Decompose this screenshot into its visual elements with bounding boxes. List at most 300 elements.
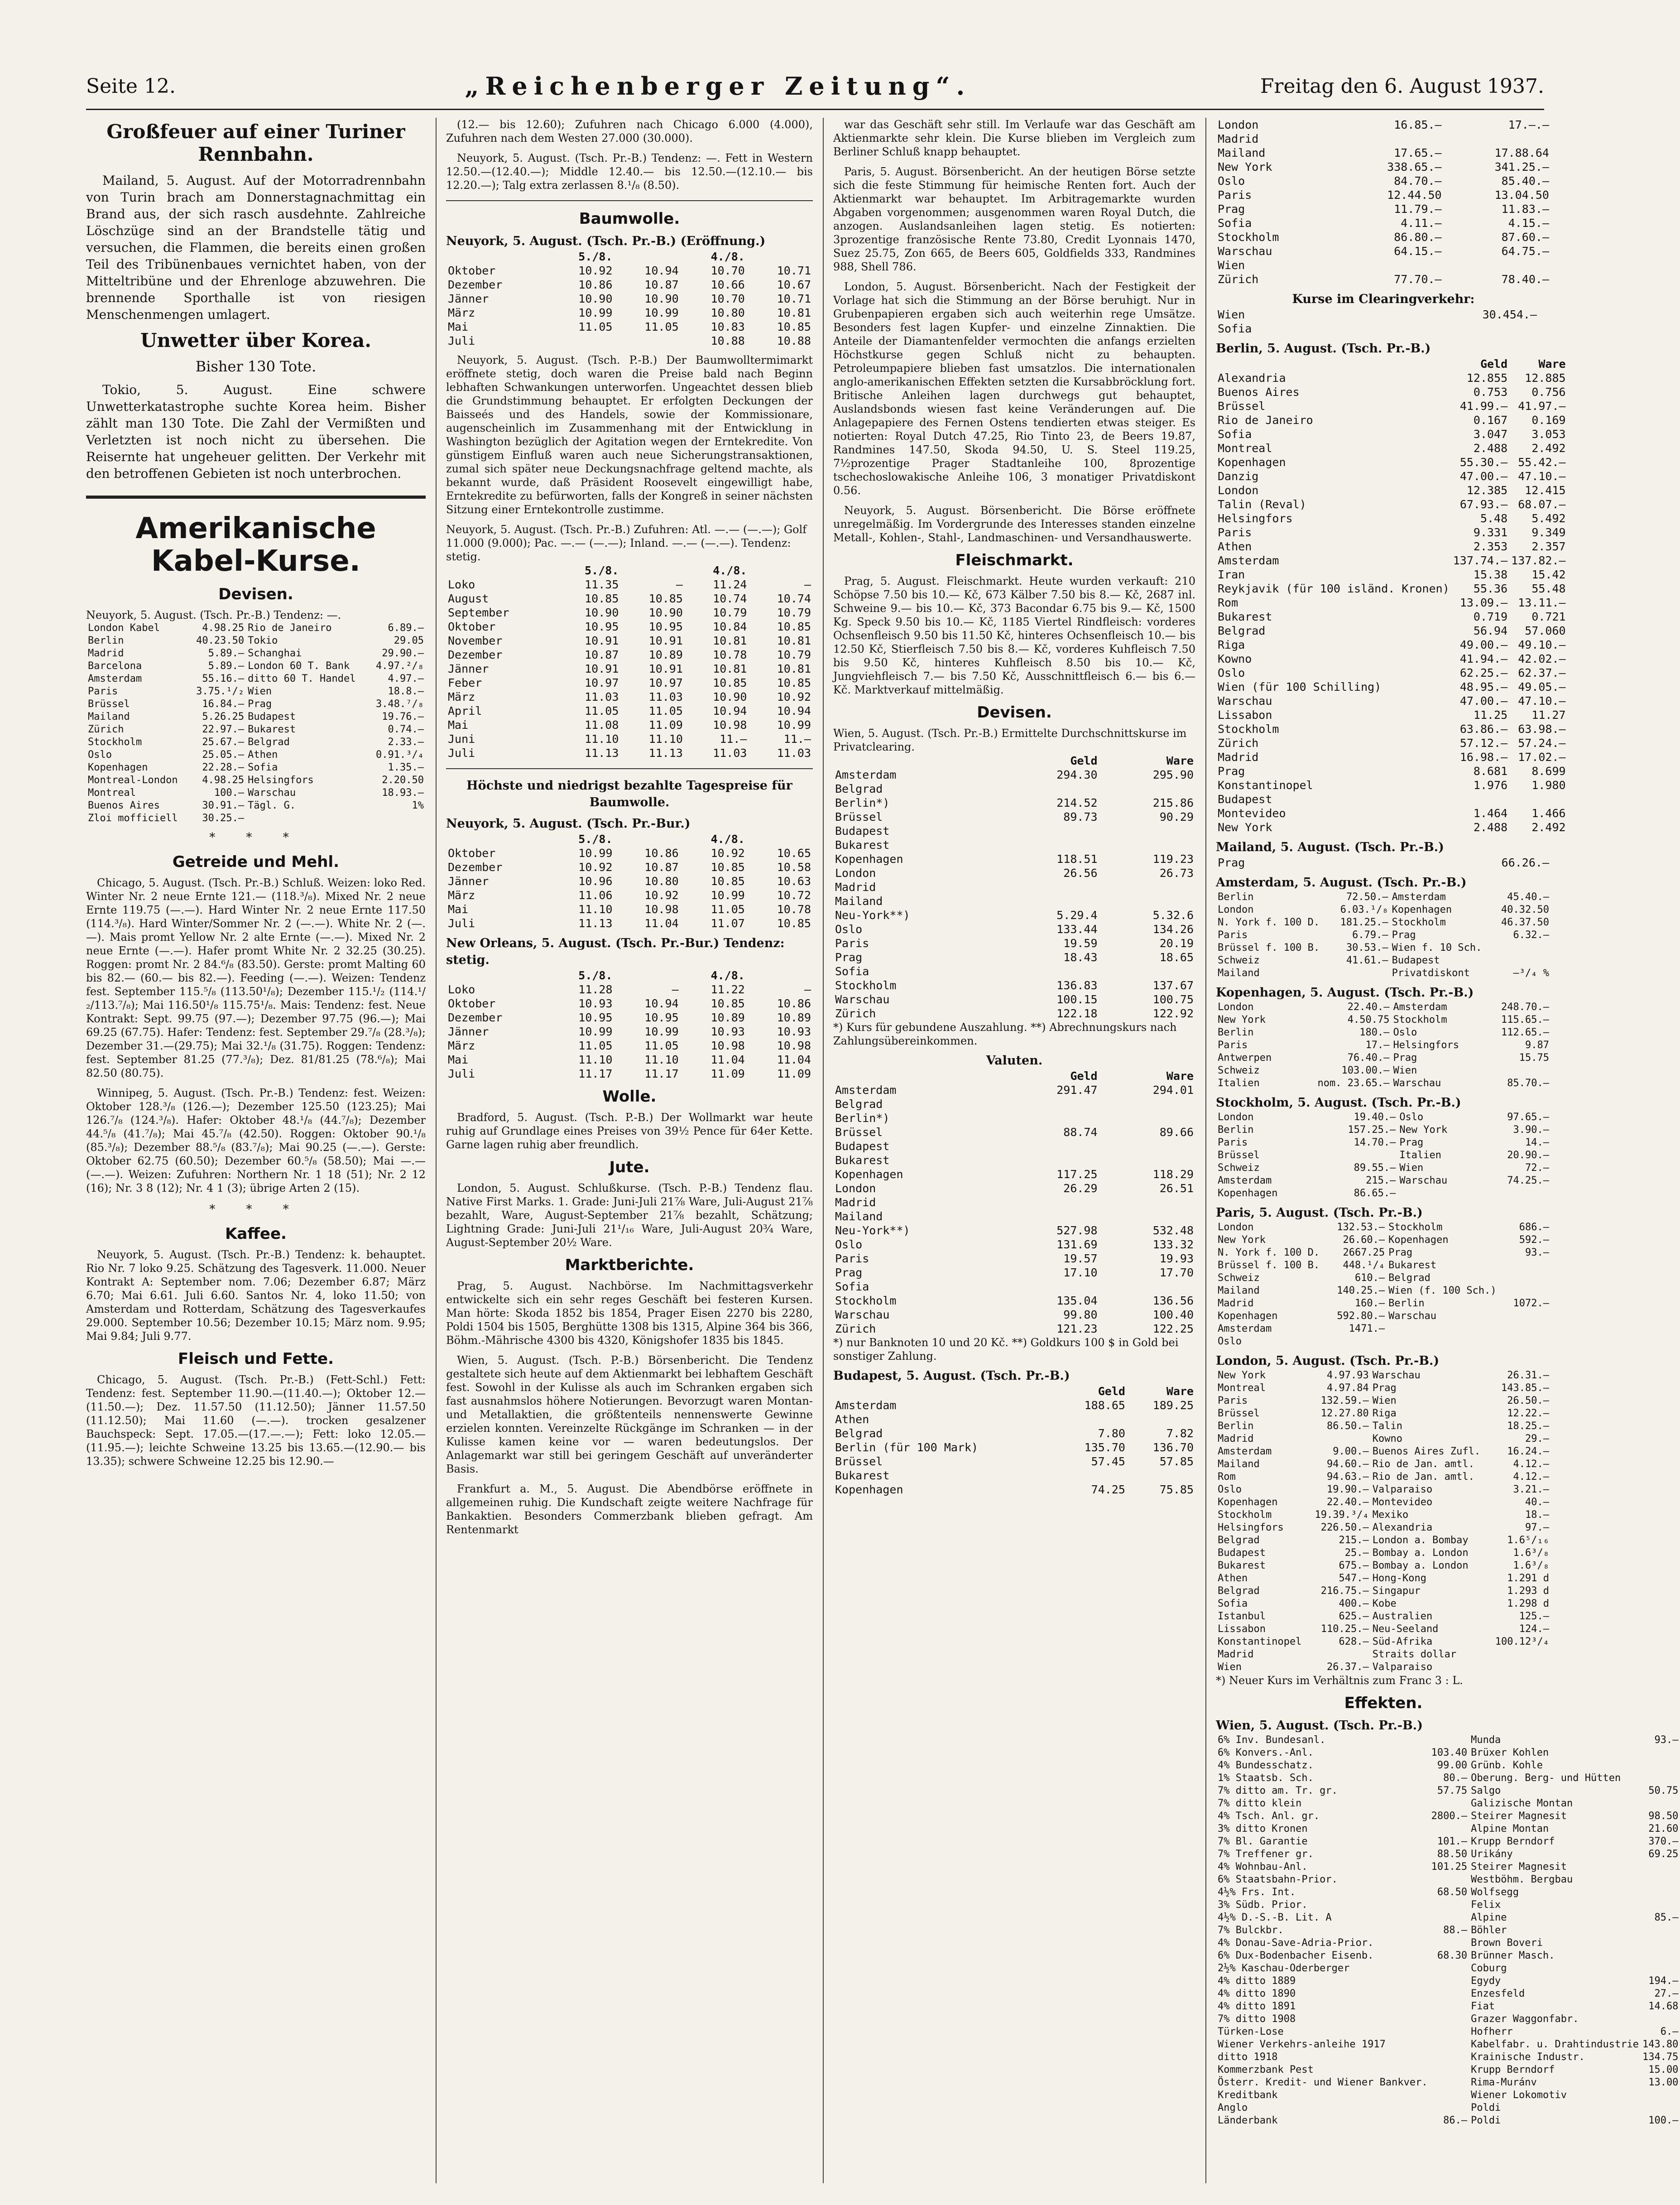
table-row [833,1139,1195,1153]
table-row [1216,708,1568,722]
row-label: Warschau [1218,694,1272,708]
column-header: 5./8. [578,969,613,982]
cell-value: 4.97.²/₈ [376,660,424,672]
row-label: Athen [1218,540,1252,553]
cell-value: 103.40 [1431,1747,1468,1758]
table-row [1216,1407,1551,1420]
row-label: Montevideo [1218,807,1286,820]
cell-value: 1072.— [1513,1298,1549,1309]
row-label: Stockholm [88,737,142,748]
table-row [446,264,813,278]
table-row [1216,385,1568,399]
kopenhagen-table [1216,1001,1551,1090]
row-label: Kowno [1372,1433,1402,1444]
cell-value: 294.01 [1152,1083,1194,1097]
table-row [1216,2038,1680,2051]
row-label: Berlin [1218,1124,1254,1136]
row-label: Madrid [88,648,124,659]
table-row [1216,1247,1551,1259]
cell-value [1309,1648,1371,1661]
cell-value: 137.67 [1152,979,1194,992]
cell-value: 55.16.— [202,673,245,684]
issue-date: Freitag den 6. August 1937. [1260,74,1544,98]
cell-value: 11.08 [585,718,619,732]
row-label: Juli [448,334,475,347]
cell-value: 1.976 [1473,779,1508,792]
row-label: Neu-York**) [835,909,910,922]
cell-value: 100.15 [1056,993,1098,1006]
row-label: Danzig [1218,470,1259,483]
cell-value [1430,1962,1469,1975]
row-label: Wien [1218,1661,1242,1673]
cell-value: 125.— [1519,1611,1549,1622]
row-label: Budapest [835,1140,890,1153]
row-label: Budapest [248,711,296,722]
table-row [86,723,426,736]
cell-value: 1.466 [1531,807,1566,820]
table-row [446,1025,813,1039]
row-label: Krainische Industr. [1471,2051,1585,2063]
cell-value: 15.75 [1519,1052,1549,1064]
column-header: Ware [1538,357,1566,371]
cell-value: 10.85 [710,861,745,874]
table-row [1216,2051,1680,2064]
cell-value: 57.060 [1525,624,1566,637]
row-label: Alexandria [1372,1522,1433,1533]
row-label: London a. Bombay [1372,1535,1469,1546]
cell-value: 74.25 [1091,1483,1125,1496]
row-label: New York [1218,1014,1266,1025]
cell-value: 2.357 [1531,540,1566,553]
table-row [1216,216,1551,230]
section-title: Amerikanische Kabel-Kurse. [135,512,376,578]
market-text: (12.— bis 12.60); Zufuhren nach Chicago 6.000 (4.000), Zufuhren nach dem Westen 27.000 (30.000). [446,118,813,144]
column-header: 5./8. [578,250,613,263]
cell-value: 1.464 [1473,807,1508,820]
row-label: London [835,867,876,880]
row-label: Lissabon [1218,1623,1266,1635]
section-divider [86,496,426,499]
table-row [1216,1937,1680,1950]
table-row [86,685,426,698]
cell: Prag [1218,856,1245,869]
column-rule [823,118,824,2183]
column-header: Ware [1166,754,1194,767]
table-row [1216,1547,1551,1560]
cell-value: 5.89.— [208,660,245,672]
cell-value: 86.50.— [1327,1420,1369,1432]
cell-value: 10.78 [713,648,747,661]
article-text: Tokio, 5. August. Eine schwere Unwetterkatastrophe suchte Korea heim. Bisher zählt man 130 Tote. Die Zahl der Vermißten und Verletzten ist noch nicht zu übersehen. Die Reisernte hat ungeheuer gelitten. Der Verkehr mit den betroffenen Gebieten ist noch unterbrochen. [86,382,426,481]
table-row [1216,1014,1551,1026]
row-label: Buenos Aires [1218,385,1300,399]
table-row [833,838,1195,852]
cell-value [1003,1111,1099,1125]
cell-value: 10.91 [648,634,683,647]
table-row [833,1426,1195,1440]
cell-value: 56.94 [1473,624,1508,637]
cell-value: 86.65.— [1354,1188,1396,1199]
footnote: *) Neuer Kurs im Verhältnis zum Franc 3 : L. [1216,1674,1463,1687]
cell-value: 11.13 [648,746,683,760]
cell-value: 15.00 [1648,2064,1679,2075]
cell-value [1494,954,1551,967]
column-header [1216,357,1451,371]
cell-value: 189.25 [1152,1399,1194,1412]
row-label: 6% Inv. Bundesanl. [1218,1734,1326,1746]
table-row [446,648,813,662]
row-label: Dezember [448,648,503,661]
table-row [1216,1988,1680,2000]
table-row [1216,1509,1551,1521]
cell-value: 124.— [1519,1623,1549,1635]
table-row [1216,610,1568,624]
column-header [833,1069,1003,1083]
table-row [1216,272,1551,286]
cell-value: 55.48 [1531,582,1566,595]
cell-value: 3.047 [1473,428,1508,441]
row-label: Prag [1399,1137,1424,1148]
table-row [1216,244,1551,258]
cell-value: 2667.25 [1343,1247,1385,1258]
cell-value: 11.03 [585,690,619,703]
row-label: Jänner [448,292,489,305]
row-label: Riga [1372,1408,1397,1419]
row-label: Brüssel [1218,1150,1260,1161]
table-row [1216,1310,1551,1323]
cell-value: 88.— [1443,1925,1468,1936]
cell-value: 10.93 [578,997,613,1010]
table-row [1216,1077,1551,1090]
row-label: Egydy [1471,1975,1501,1987]
row-label: Helsingfors [1393,1040,1459,1051]
row-label: Konstantinopel [1218,1636,1302,1647]
cell-value: 75.85 [1159,1483,1194,1496]
cell-value [369,812,426,825]
quote-title: Kurse im Clearingverkehr: [1292,292,1475,306]
cell-value: 157.25.— [1348,1124,1396,1136]
column-header [747,968,813,982]
row-label: Galizische Montan [1471,1798,1573,1809]
cell-value: 97.— [1525,1522,1549,1533]
cell-value: 10.95 [644,1011,679,1024]
cell-value: 10.99 [578,847,613,860]
row-label: Tägl. G. [248,800,296,811]
cell-value: 133.44 [1056,923,1098,936]
table-row [1216,118,1551,132]
cell-value [1003,1280,1099,1294]
row-label: Berlin [88,635,124,646]
cell-value: 77.70.— [1394,273,1442,286]
table-row [1216,1560,1551,1572]
cell-value [1494,942,1551,954]
column-header: 5./8. [578,833,613,846]
row-label: Poldi [1471,2102,1501,2114]
cell-value: 10.94 [777,704,811,717]
table-row [1216,2102,1680,2114]
row-label: Brüxer Kohlen [1471,1747,1549,1758]
cell-value: 4.97.— [388,673,424,684]
row-label: Australien [1372,1611,1433,1622]
row-label: Juni [448,732,475,746]
cell-value: 10.92 [644,889,679,902]
row-label: Türken-Lose [1218,2026,1284,2037]
table-row [833,1167,1195,1181]
cell-value: 121.23 [1056,1322,1098,1335]
cell-value: 11.17 [644,1067,679,1080]
cell-value [1430,2051,1469,2064]
cell-value: 18.— [1525,1509,1549,1521]
row-label: New York [1218,1370,1266,1381]
table-row [1216,1899,1680,1911]
cell-value: 11.09 [710,1067,745,1080]
devisen-wien-table [833,754,1195,1021]
cell-value: 12.22.— [1507,1408,1549,1419]
cell-value: 10.98 [777,1039,811,1052]
row-label [1397,1187,1479,1200]
row-label: Rio de Jan. amtl. [1372,1471,1474,1483]
row-label: Paris [1218,1137,1248,1148]
cell-value: 22.40.— [1327,1497,1369,1508]
table-row [1216,1598,1551,1610]
cell-value: 4.12.— [1513,1459,1549,1470]
row-label: Brüssel [835,1455,883,1468]
quote-header: Wien, 5. August. (Tsch. Pr.-B.) Ermittelte Durchschnittskurse im Privatclearing. [833,727,1187,753]
quote-header: Paris, 5. August. (Tsch. Pr.-B.) [1216,1206,1423,1220]
row-label: Budapest [1218,1547,1266,1559]
cell-value: 137.74.— [1453,554,1508,567]
quote-header: Neuyork, 5. August. (Tsch. Pr.-Bur.) [446,817,691,831]
column-header: Ware [1166,1069,1194,1083]
table-row [833,1454,1195,1468]
cell-value: 100.75 [1152,993,1194,1006]
cell-value: 45.40.— [1507,891,1549,903]
table-row [833,824,1195,838]
cell-value: 49.00.— [1459,638,1508,651]
cell-value: 11.04 [777,1053,811,1066]
table-row [1216,441,1568,455]
cell-value: 10.89 [777,1011,811,1024]
cell-value: 10.86 [578,278,613,291]
cell-value: 26.50.— [1507,1395,1549,1406]
quote-header: London, 5. August. (Tsch. Pr.-B.) [1216,1354,1440,1368]
table-row [1216,1810,1680,1823]
table-row [1216,1496,1551,1509]
row-label: Bukarest [835,1154,890,1167]
cell-value: 10.85 [585,592,619,605]
cell-value: 610.— [1354,1272,1385,1284]
table-row [446,606,813,620]
row-label: Athen [835,1413,869,1426]
table-row [1216,792,1568,806]
cell-value: 55.30.— [1459,456,1508,469]
table-row [446,1011,813,1025]
row-label: Bukarest [248,724,296,735]
row-label: Wolfsegg [1471,1887,1519,1898]
market-text: Chicago, 5. August. (Tsch. Pr.-B.) (Fett-Schl.) Fett: Tendenz: fest. September 11.90.—(11.40.—); Oktober 12.—(11.50.—); Dez. 11.57.50 (11.12.50); Jänner 11.57.50 (11.12.50); Mai 11.60 (—.—). trocken gesalzener Bauchspeck: Sept. 17.05.—(17.—.—); Fett: loko 12.05.—(11.95.—); leichte Schweine 13.25 bis 13.65.—(12.90.— bis 13.35); schwere Schweine 12.25 bis 12.90.— [86,1373,426,1468]
cell-value: 686.— [1519,1222,1549,1233]
cell-value: 2800.— [1431,1810,1468,1822]
row-label: 2½% Kaschau-Oderberger [1218,1963,1350,1974]
row-label: Oslo [835,923,863,936]
cell-value [1099,782,1195,796]
row-label: Jänner [448,1025,489,1038]
cell-value [1430,2038,1469,2051]
market-text: Neuyork, 5. August. Börsenbericht. Die Börse eröffnete unregelmäßig. Im Vordergrunde des Interesses standen einzelne Metall-, Kohlen-, Stahl-, Landmaschinen- und Versandhauswerte. [833,504,1195,544]
cell-value: 10.91 [648,662,683,675]
row-label: Stockholm [1218,1509,1272,1521]
cell-value [1508,1285,1551,1297]
column-header: 4./8. [710,833,745,846]
row-label: Montreal [1218,1382,1266,1394]
cell-value: 29.90.— [382,648,424,659]
table-row [1216,1848,1680,1861]
cell-value: 1.293 d [1507,1585,1549,1597]
cell-value: 136.83 [1056,979,1098,992]
cell-value: 10.58 [777,861,811,874]
column-rule [1205,118,1206,2183]
cell-value: 57.45 [1091,1455,1125,1468]
cell-value: 11.04 [644,917,679,930]
cell-value: 112.65.— [1501,1027,1549,1038]
row-label: Grünb. Kohle [1471,1760,1543,1771]
row-label: Neu-York**) [835,1224,910,1237]
row-label: Grazer Waggonfabr. [1471,2013,1579,2025]
cell-value: 47.10.— [1518,694,1566,708]
cell-value: 11.28 [578,983,613,996]
row-label: Anglo [1218,2102,1248,2114]
row-label: Warschau [1393,1078,1441,1089]
column-header: 4./8. [713,564,747,577]
table-row [1216,1886,1680,1899]
table-row [1216,1395,1551,1407]
cell-value: 100.40 [1152,1308,1194,1321]
row-label: August [448,592,489,605]
table-row [1216,539,1568,554]
cell-value: 295.90 [1152,768,1194,781]
row-label: Montreal-London [88,775,178,786]
row-label: Madrid [1218,1298,1254,1309]
row-label: Lissabon [1218,708,1272,722]
market-text: Wien, 5. August. (Tsch. P.-B.) Börsenbericht. Die Tendenz gestaltete sich heute auf dem Aktienmarkt bei lebhaftem Geschäft fest. Sowohl in der Kulisse als auch im Schranken ergaben sich fast ausnahmslos höhere Notierungen. Bevorzugt waren Montan- und Metallaktien, die größtenteils nennenswerte Gewinne erzielen konnten. Vereinzelte Rückgänge im Schranken — in der Kulisse kamen keine vor — waren bedeutungslos. Der Anlagemarkt war still bei geringem Geschäft auf unveränderter Basis. [446,1354,813,1475]
table-row [833,922,1195,936]
market-text: Neuyork, 5. August. (Tsch. Pr.-B.) Tendenz: k. behauptet. Rio Nr. 7 loko 9.25. Schätzung des Tagesverk. 11.000. Neuer Kontrakt A: September nom. 7.06; Dezember 6.87; März 6.70; Mai 6.61. Juli 6.60. Santos Nr. 4, loko 11.50; von Amsterdam und Rotterdam, Schätzung des Tagesverkaufes 29.000. September 10.56; Dezember 10.15; März nom. 9.95; Mai 9.84; Juli 9.77. [86,1248,426,1343]
cell-value: 10.86 [644,847,679,860]
row-label: Loko [448,983,475,996]
devisen-table [86,622,426,825]
market-text: London, 5. August. Börsenbericht. Nach der Festigkeit der Vorlage hat sich die Stimmung an der Börse beruhigt. Nur in Grubenpapieren ergaben sich auch weiterhin rege Umsätze. Besonders fest lagen Kupfer- und einzelne Zinnaktien. Die Anteile der Diamantenfelder vermochten die anfangs erzielten Höchstkurse gegen Schluß nicht zu behaupten. Petroleumpapiere blieben fast umsatzlos. Die internationalen anglo-amerikanischen Effekten setzten die Kursabbröcklung fort. Britische Anleihen lagen durchwegs gut behauptet, Auslandsbonds wiesen fast keine Veränderungen auf. Die Anlagepapiere des Fernen Ostens tendierten etwas steiger. Es notierten: Royal Dutch 47.25, Rio Tinto 23, de Beers 19.87, Randmines 147.50, Skoda 94.50, U. S. Steel 119.25, 7½prozentige Prager Stadtanleihe 100, 8prozentige tschechoslowakische Anleihe 106, 3 monatiger Privatdiskont 0.56. [833,280,1195,497]
row-label: Rio de Jan. amtl. [1372,1459,1474,1470]
cell-value: 5.89.— [208,648,245,659]
table-row [446,306,813,320]
row-label: Belgrad [835,1427,883,1440]
cell-value [1430,1873,1469,1886]
table-row [446,874,813,888]
quote-header: Kopenhagen, 5. August. (Tsch. Pr.-B.) [1216,986,1474,1000]
row-label: Buenos Aires [88,800,160,811]
row-label: 4% Tsch. Anl. gr. [1218,1810,1320,1822]
row-label: Kopenhagen [835,1483,903,1496]
quote-header: Stockholm, 5. August. (Tsch. Pr.-B.) [1216,1096,1461,1110]
table-row [446,746,813,760]
quote-header: Neuyork, 5. August. (Tsch. Pr.-B.) (Eröffnung.) [446,234,766,248]
table-row [1216,1950,1680,1962]
table-row [833,880,1195,894]
row-label: Feber [448,676,482,689]
cell-value: — [804,983,811,996]
table-row [446,982,813,997]
row-label: Zürich [88,724,124,735]
cell-value: 214.52 [1056,796,1098,809]
table-row [1216,258,1551,272]
cell-value: 76.40.— [1347,1052,1390,1064]
cell-value: 134.75 [1642,2051,1679,2063]
row-label: Rima-Muránv [1471,2077,1537,2088]
row-label: Valparaiso [1372,1484,1433,1495]
article-subtitle: Bisher 130 Tote. [195,358,317,375]
row-label: Madrid [835,1196,876,1209]
row-label: Kopenhagen [1388,1234,1449,1246]
quote-header: Amsterdam, 5. August. (Tsch. Pr.-B.) [1216,876,1467,890]
cell-value [1430,2064,1469,2076]
cell-value: 41.61.— [1346,955,1388,966]
cell-value [1099,1097,1195,1111]
table-header-row [446,250,813,264]
table-row [1216,1285,1551,1297]
cell-value: 14.70.— [1354,1137,1396,1148]
table-row [1216,1924,1680,1937]
row-label: 6% Dux-Bodenbacher Eisenb. [1218,1950,1374,1961]
cell-value: 2.488 [1473,821,1508,834]
table-row [1216,399,1568,413]
table-row [833,1440,1195,1454]
cell-value: 89.66 [1159,1126,1194,1139]
cell-value: 11.13 [578,917,613,930]
cell-value: 5.32.6 [1152,909,1194,922]
table-row [1216,1772,1680,1785]
row-label: Montevideo [1372,1497,1433,1508]
cell-value: 10.70 [710,264,745,277]
cell-value: 17.65.— [1394,146,1442,159]
row-label: Sofia [248,762,278,773]
row-label: Kopenhagen [1218,1188,1278,1199]
table-row [1216,680,1568,694]
row-label: Sofia [1218,217,1252,230]
table-row [1216,568,1568,582]
row-label: Zürich [835,1322,876,1335]
cell-value: 0.756 [1531,385,1566,399]
cell-value: 0.721 [1531,610,1566,623]
row-label: Paris [1218,526,1252,539]
cell-value: 72.— [1525,1162,1549,1174]
cell-value: 41.94.— [1459,652,1508,665]
row-label: Helsingfors [1218,512,1293,525]
cell-value: 181.25.— [1340,917,1388,928]
cell-value [1430,2089,1469,2102]
cell-value: 99.00 [1437,1760,1468,1771]
row-label: 7% Bulckbr. [1218,1925,1284,1936]
row-label: Oslo [1393,1027,1417,1038]
cell-value: 132.53.— [1337,1222,1385,1233]
row-label: 4½% Frs. Int. [1218,1887,1296,1898]
row-label: Kopenhagen [1218,456,1286,469]
cell-value: 118.51 [1056,852,1098,866]
cell-value [1343,322,1539,336]
cell-value: 26.51 [1159,1182,1194,1195]
row-label: Berlin [1218,1027,1254,1038]
cell-value [1641,2089,1680,2102]
cell-value: 57.24.— [1518,737,1566,750]
